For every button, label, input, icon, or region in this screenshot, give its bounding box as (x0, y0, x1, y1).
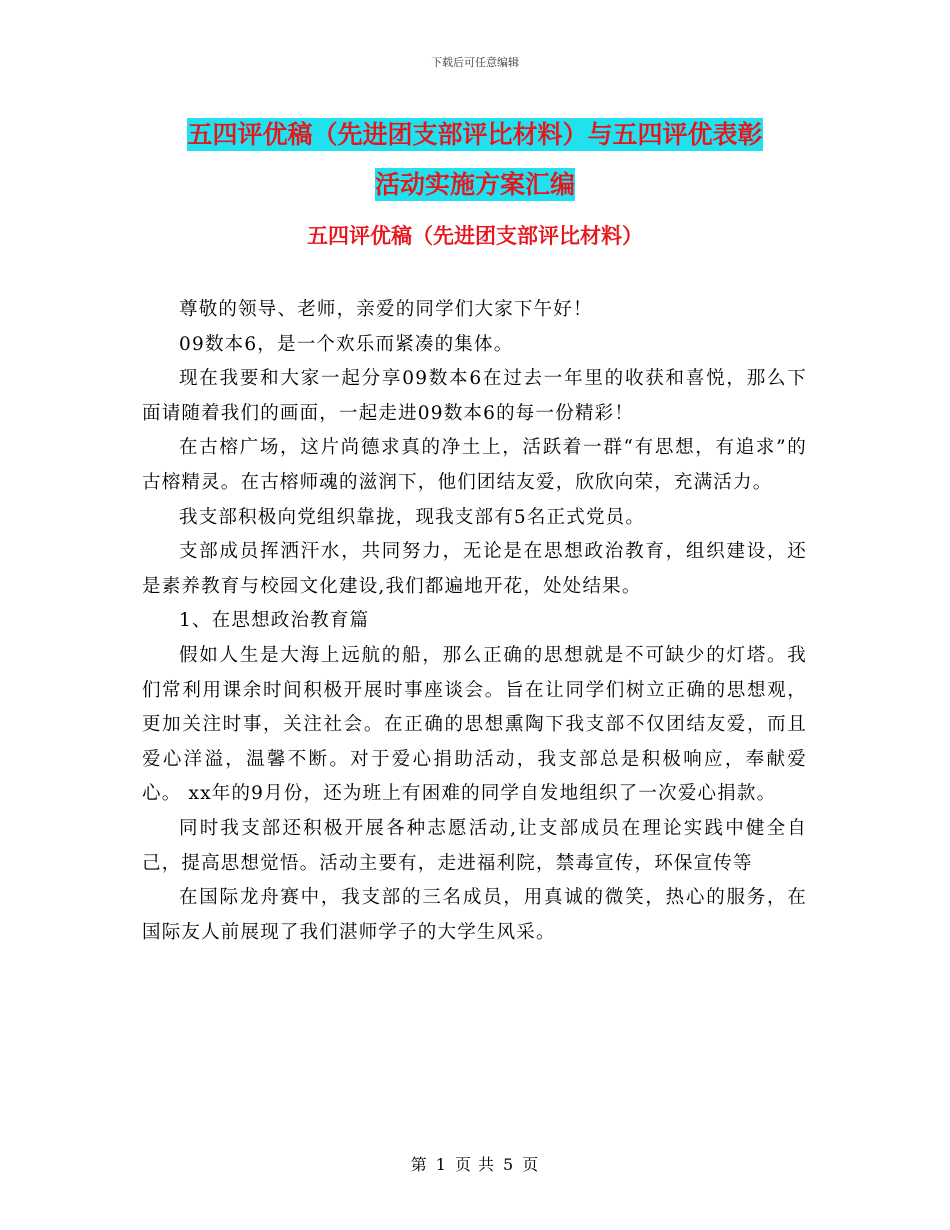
paragraph: 现在我要和大家一起分享09数本6在过去一年里的收获和喜悦，那么下面请随着我们的画面，一起走进09数本6的每一份精彩！ (142, 368, 807, 424)
footer-suffix: 页 (522, 1155, 540, 1174)
paragraph: 支部成员挥洒汗水，共同努力，无论是在思想政治教育，组织建设，还是素养教育与校园文化建设,我们都遍地开花，处处结果。 (142, 541, 807, 597)
paragraph: 假如人生是大海上远航的船，那么正确的思想就是不可缺少的灯塔。我们常利用课余时间积极开展时事座谈会。旨在让同学们树立正确的思想观，更加关注时事，关注社会。在正确的思想熏陶下我支部不仅团结友爱，而且爱心洋溢，温馨不断。对于爱心捐助活动，我支部总是积极响应，奉献爱心。 xx年的9月份，还为班上有困难的同学自发地组织了一次爱心捐款。 (142, 644, 807, 805)
document-title-line-1: 五四评优稿（先进团支部评比材料）与五四评优表彰 (187, 120, 763, 149)
subheading: 1、在思想政治教育篇 (179, 610, 370, 632)
paragraph: 09数本6，是一个欢乐而紧凑的集体。 (179, 333, 514, 355)
paragraph: 同时我支部还积极开展各种志愿活动,让支部成员在理论实践中健全自己，提高思想觉悟。活动主要有，走进福利院，禁毒宣传，环保宣传等 (142, 817, 807, 874)
document-title-line-2: 活动实施方案汇编 (374, 170, 575, 199)
body-text (142, 293, 807, 950)
header-note: 下载后可任意编辑 (431, 56, 519, 69)
paragraph: 我支部积极向党组织靠拢，现我支部有5名正式党员。 (179, 506, 646, 528)
paragraph: 在国际龙舟赛中，我支部的三名成员，用真诚的微笑，热心的服务，在国际友人前展现了我们湛师学子的大学生风采。 (142, 887, 807, 943)
current-page-number: 1 (435, 1155, 447, 1174)
paragraph: 尊敬的领导、老师，亲爱的同学们大家下午好！ (179, 299, 593, 320)
footer-mid: 页 共 (454, 1155, 496, 1174)
document-title (120, 110, 830, 210)
page-footer (0, 1152, 950, 1175)
section-title: 五四评优稿（先进团支部评比材料） (307, 224, 643, 248)
footer-prefix: 第 (410, 1155, 428, 1174)
paragraph: 在古榕广场，这片尚德求真的净土上，活跃着一群“有思想，有追求”的古榕精灵。在古榕师魂的滋润下，他们团结友爱，欣欣向荣，充满活力。 (142, 437, 807, 493)
total-pages-number: 5 (503, 1155, 515, 1174)
